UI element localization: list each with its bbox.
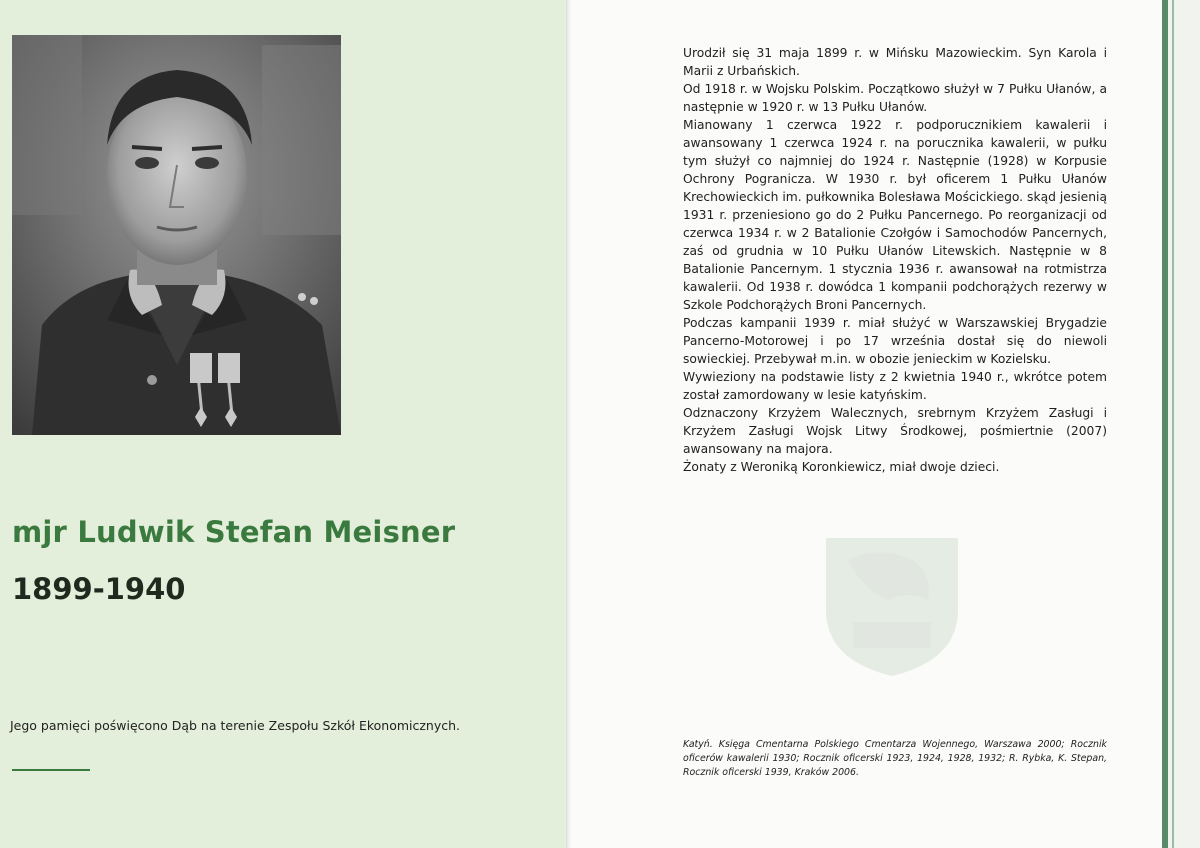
portrait-photo xyxy=(12,35,341,435)
bio-paragraph: Podczas kampanii 1939 r. miał służyć w Warszawskiej Brygadzie Pancerno-Motorowej i po 17 września dostał się do niewoli sowieckiej. Przebywał m.in. w obozie jenieckim w Kozielsku. xyxy=(683,316,1107,366)
bio-paragraph: Żonaty z Weroniką Koronkiewicz, miał dwoje dzieci. xyxy=(683,460,1000,474)
bio-paragraph: Od 1918 r. w Wojsku Polskim. Początkowo służył w 7 Pułku Ułanów, a następnie w 1920 r. w 13 Pułku Ułanów. xyxy=(683,82,1107,114)
bio-paragraph: Odznaczony Krzyżem Walecznych, srebrnym Krzyżem Zasługi i Krzyżem Zasługi Wojsk Litwy Środkowej, pośmiertnie (2007) awansowany na majora. xyxy=(683,406,1107,456)
crest-watermark-icon xyxy=(818,530,966,680)
dedication-text: Jego pamięci poświęcono Dąb na terenie Zespołu Szkół Ekonomicznych. xyxy=(10,718,461,733)
page-edge xyxy=(1162,0,1200,848)
divider-line xyxy=(12,769,90,771)
bio-paragraph: Urodził się 31 maja 1899 r. w Mińsku Mazowieckim. Syn Karola i Marii z Urbańskich. xyxy=(683,46,1107,78)
page-title: mjr Ludwik Stefan Meisner xyxy=(12,515,456,549)
left-page xyxy=(0,0,566,848)
biography xyxy=(683,44,1107,476)
life-years: 1899-1940 xyxy=(12,572,186,606)
bio-paragraph: Wywieziony na podstawie listy z 2 kwietnia 1940 r., wkrótce potem został zamordowany w lesie katyńskim. xyxy=(683,370,1107,402)
bio-paragraph: Mianowany 1 czerwca 1922 r. podporucznikiem kawalerii i awansowany 1 czerwca 1924 r. na porucznika kawalerii, w pułku tym służył co najmniej do 1924 r. Następnie (1928) w Korpusie Ochrony Pogranicza. W 1930 r. był oficerem 1 Pułku Ułanów Krechowieckich im. pułkownika Bolesława Mościckiego. skąd jesienią 1931 r. przeniesiono go do 2 Pułku Pancernego. Po reorganizacji od czerwca 1934 r. w 2 Batalionie Czołgów i Samochodów Pancernych, zaś od grudnia w 10 Pułku Ułanów Litewskich. Następnie w 8 Batalionie Pancernym. 1 stycznia 1936 r. awansował na rotmistrza kawalerii. Od 1938 r. dowódca 1 kompanii podchorążych rezerwy w Szkole Podchorążych Broni Pancernych. xyxy=(683,118,1107,312)
sources-text: Katyń. Księga Cmentarna Polskiego Cmentarza Wojennego, Warszawa 2000; Rocznik oficerów kawalerii 1930; Rocznik oficerski 1923, 1924, 1928, 1932; R. Rybka, K. Stepan, Rocznik oficerski 1939, Kraków 2006. xyxy=(683,739,1107,778)
